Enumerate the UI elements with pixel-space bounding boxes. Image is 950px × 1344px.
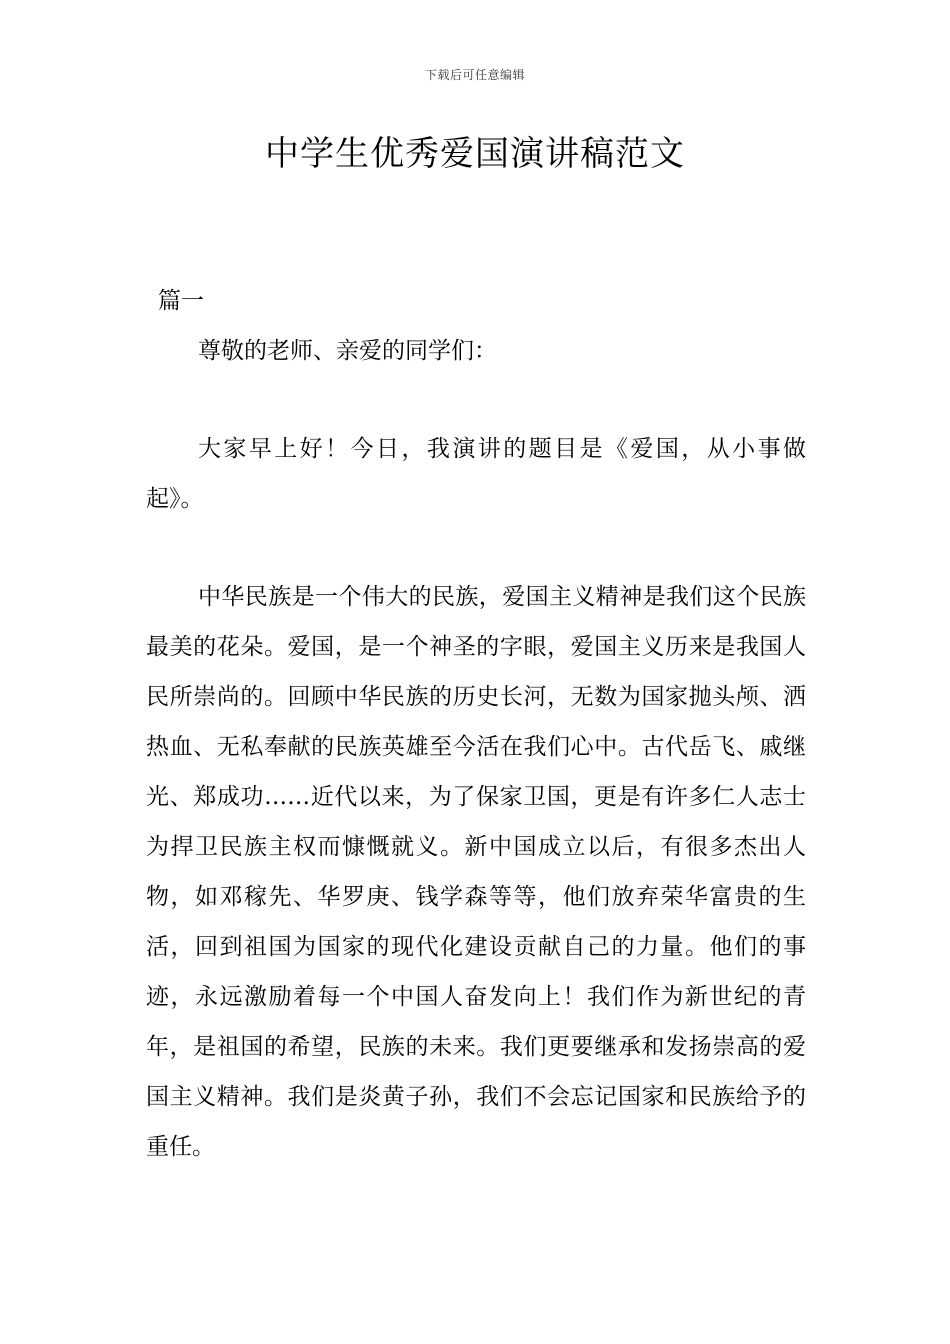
paragraph-intro: 大家早上好！今日，我演讲的题目是《爱国，从小事做起》。: [146, 436, 806, 512]
greeting-line: 尊敬的老师、亲爱的同学们：: [198, 338, 497, 364]
page-header-note: 下载后可任意编辑: [424, 68, 525, 82]
document-title: 中学生优秀爱国演讲稿范文: [265, 134, 685, 174]
section-label: 篇一: [158, 288, 204, 314]
paragraph-body: 中华民族是一个伟大的民族，爱国主义精神是我们这个民族最美的花朵。爱国，是一个神圣的字眼，爱国主义历来是我国人民所崇尚的。回顾中华民族的历史长河，无数为国家抛头颅、洒热血、无私奉献的民族英雄至今活在我们心中。古代岳飞、戚继光、郑成功……近代以来，为了保家卫国，更是有许多仁人志士为捍卫民族主权而慷慨就义。新中国成立以后，有很多杰出人物，如邓稼先、华罗庚、钱学森等等，他们放弃荣华富贵的生活，回到祖国为国家的现代化建设贡献自己的力量。他们的事迹，永远激励着每一个中国人奋发向上！我们作为新世纪的青年，是祖国的希望，民族的未来。我们更要继承和发扬崇高的爱国主义精神。我们是炎黄子孙，我们不会忘记国家和民族给予的重任。: [146, 584, 806, 1160]
